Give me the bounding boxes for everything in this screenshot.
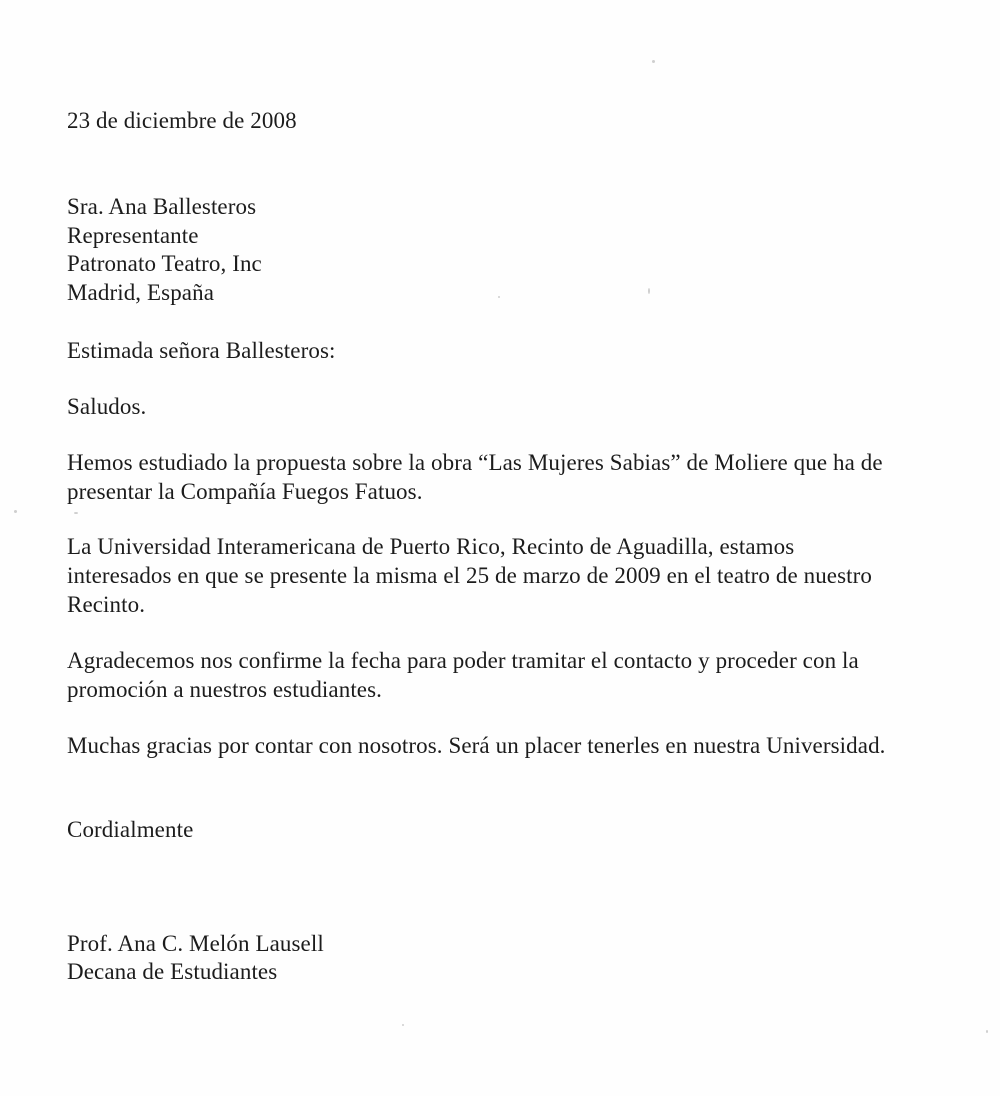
scan-speck — [74, 512, 78, 514]
scan-speck — [402, 1024, 404, 1026]
paragraph-2-line-1: La Universidad Interamericana de Puerto Rico, Recinto de Aguadilla, estamos — [67, 534, 795, 559]
paragraph-1-line-2: presentar la Compañía Fuegos Fatuos. — [67, 479, 423, 504]
scan-speck — [648, 288, 650, 294]
signature-title: Decana de Estudiantes — [67, 959, 278, 984]
closing: Cordialmente — [67, 817, 194, 842]
letter-date: 23 de diciembre de 2008 — [67, 108, 297, 133]
paragraph-4-line-1: Muchas gracias por contar con nosotros. Será un placer tenerles en nuestra Universidad. — [67, 733, 886, 758]
scan-speck — [14, 510, 17, 513]
signature-name: Prof. Ana C. Melón Lausell — [67, 931, 324, 956]
recipient-organization: Patronato Teatro, Inc — [67, 251, 262, 276]
salutation: Estimada señora Ballesteros: — [67, 338, 336, 363]
paragraph-3-line-2: promoción a nuestros estudiantes. — [67, 677, 383, 702]
paragraph-2-line-2: interesados en que se presente la misma el 25 de marzo de 2009 en el teatro de nuestro — [67, 563, 873, 588]
paragraph-3-line-1: Agradecemos nos confirme la fecha para poder tramitar el contacto y proceder con la — [67, 648, 859, 673]
paragraph-1-line-1: Hemos estudiado la propuesta sobre la obra “Las Mujeres Sabias” de Moliere que ha de — [67, 450, 883, 475]
scan-speck — [986, 1030, 988, 1033]
recipient-location: Madrid, España — [67, 280, 215, 305]
greeting: Saludos. — [67, 394, 147, 419]
recipient-title: Representante — [67, 223, 199, 248]
scan-speck — [498, 296, 500, 298]
recipient-name: Sra. Ana Ballesteros — [67, 194, 257, 219]
paragraph-2-line-3: Recinto. — [67, 592, 146, 617]
scan-speck — [652, 60, 655, 63]
